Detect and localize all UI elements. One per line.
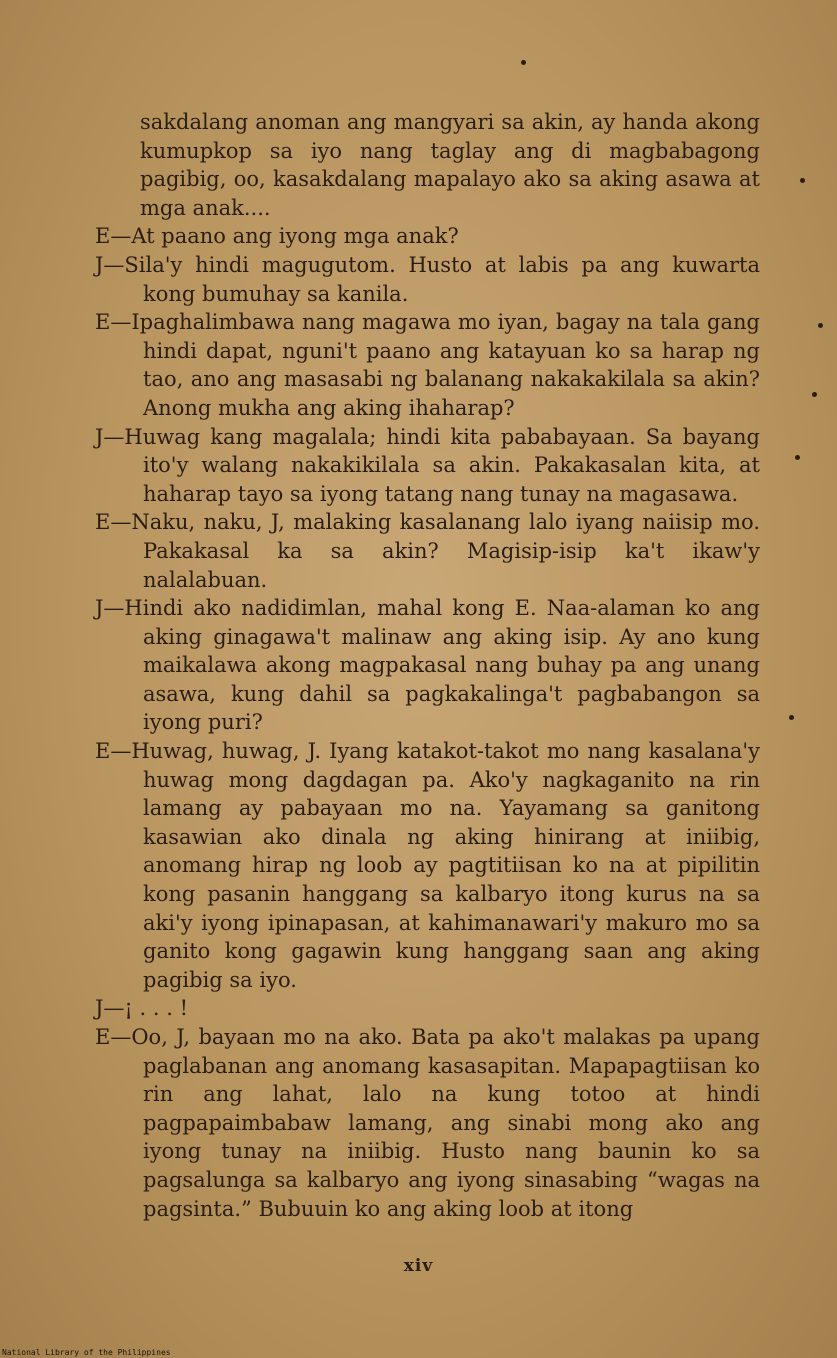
dialogue-text [95,108,760,1223]
ink-speck [521,60,526,65]
speaker-label: E— [95,224,132,249]
dialogue-text-line: Huwag, huwag, J. Iyang katakot-takot mo nang kasalana'y huwag mong dagdagan pa. Ako'y nagkaganito na rin lamang ay pabayaan mo na. Yayamang sa ganitong kasawian ako dinala ng aking hinirang at iniibig, anomang hirap ng loob ay pagtitiisan ko na at pipilitin kong pasanin hanggang sa kalbaryo itong kurus na sa aki'y iyong ipinapasan, at kahimanawari'y makuro mo sa ganito kong gagawin kung hanggang saan ang aking pagibig sa iyo. [131,739,760,992]
dialogue-line [95,308,760,422]
dialogue-line [95,994,760,1023]
dialogue-text-line: Ipaghalimbawa nang magawa mo iyan, bagay na tala gang hindi dapat, nguni't paano ang katayuan ko sa harap ng tao, ano ang masasabi ng balanang nakakakilala sa akin? Anong mukha ang aking ihaharap? [131,310,760,420]
dialogue-line [95,423,760,509]
dialogue-text-line: Hindi ako nadidimlan, mahal kong E. Naa-alaman ko ang aking ginagawa't malinaw ang aking isip. Ay ano kung maikalawa akong magpakasal nang buhay pa ang unang asawa, kung dahil sa pagkakalinga't pagbabangon sa iyong puri? [124,596,760,735]
dialogue-text-line: Naku, naku, J, malaking kasalanang lalo iyang naiisip mo. Pakakasal ka sa akin? Magisip-isip ka't ikaw'y nalalabuan. [131,510,760,592]
speaker-label: E— [95,1025,132,1049]
speaker-label: J— [95,596,125,621]
dialogue-line [95,1023,760,1223]
dialogue-text-line: At paano ang iyong mga anak? [131,224,459,249]
dialogue-line [95,594,760,737]
paragraph-continuation [95,108,760,222]
dialogue-line [95,737,760,994]
page-number: xiv [403,1256,434,1276]
dialogue-line [95,222,760,251]
footer-credit: National Library of the Philippines [2,1348,171,1357]
dialogue-line [95,251,760,308]
speaker-label: E— [95,510,132,535]
dialogue-text-line: Oo, J, bayaan mo na ako. Bata pa ako't malakas pa upang paglabanan ang anomang kasasapitan. Mapapagtiisan ko rin ang lahat, lalo na kung totoo at hindi pagpapaimbabaw lamang, ang sinabi mong ako ang iyong tunay na iniibig. Husto nang baunin ko sa pagsalunga sa kalbaryo ang iyong sinasabing “wagas na pagsinta.” Bubuuin ko ang aking loob at itong [131,1025,760,1221]
ink-speck [795,455,800,460]
dialogue-line [95,508,760,594]
speaker-label: J— [95,252,125,277]
ink-speck [818,323,823,328]
dialogue-text-line: Huwag kang magalala; hindi kita pababayaan. Sa bayang ito'y walang nakakikilala sa akin. Pakakasalan kita, at haharap tayo sa iyong tatang nang tunay na magasawa. [124,424,760,506]
dialogue-text-line: ¡ . . . ! [124,996,189,1021]
speaker-label: J— [95,996,125,1021]
paragraph-text: sakdalang anoman ang mangyari sa akin, ay handa akong kumupkop sa iyo nang taglay ang di magbabagong pagibig, oo, kasakdalang mapalayo ako sa aking asawa at mga anak.... [140,110,760,220]
ink-speck [789,715,794,720]
speaker-label: J— [95,424,125,449]
speaker-label: E— [95,739,132,764]
ink-speck [800,178,805,183]
dialogue-text-line: Sila'y hindi magugutom. Husto at labis pa ang kuwarta kong bumuhay sa kanila. [124,252,760,306]
speaker-label: E— [95,310,132,335]
ink-speck [812,392,817,397]
